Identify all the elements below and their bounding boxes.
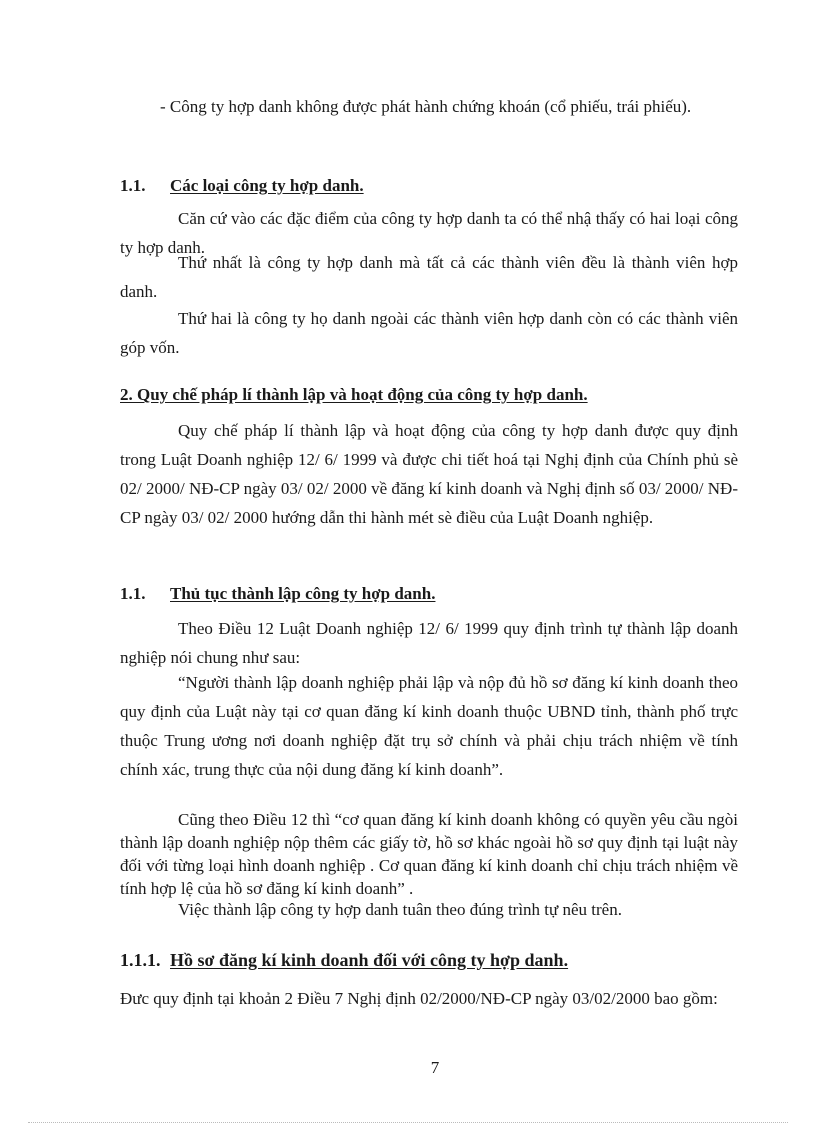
heading-number: 1.1. — [120, 176, 146, 195]
paragraph: Đưc quy định tại khoản 2 Điều 7 Nghị định 02/2000/NĐ-CP ngày 03/02/2000 bao gồm: — [120, 989, 718, 1008]
heading-title: 2. Quy chế pháp lí thành lập và hoạt động của công ty hợp danh. — [120, 385, 588, 404]
quote-paragraph: “Người thành lập doanh nghiệp phải lập và nộp đủ hồ sơ đăng kí kinh doanh theo quy định của Luật này tại cơ quan đăng kí kinh doanh thuộc UBND tỉnh, thành phố trực thuộc Trung ương nơi doanh nghiệp đặt trụ sở chính và phải chịu trách nhiệm về tính chính xác, trung thực của nội dung đăng kí kinh doanh”. — [120, 673, 738, 779]
paragraph: Thứ hai là công ty họ danh ngoài các thành viên hợp danh còn có các thành viên góp vốn. — [120, 309, 738, 357]
paragraph: Cũng theo Điều 12 thì “cơ quan đăng kí kinh doanh không có quyền yêu cầu ngòi thành lập doanh nghiệp nộp thêm các giấy tờ, hồ sơ khác ngoài hồ sơ quy định tại luật này đối với từng loại hình doanh nghiệp . Cơ quan đăng kí kinh doanh chỉ chịu trách nhiệm về tính hợp lệ của hồ sơ đăng kí kinh doanh” . — [120, 810, 738, 898]
heading-title: Các loại công ty hợp danh. — [170, 176, 364, 195]
page-number: 7 — [430, 1058, 440, 1077]
heading-quy-che — [120, 385, 588, 405]
heading-title: Hồ sơ đăng kí kinh doanh đối với công ty hợp danh. — [170, 950, 569, 970]
heading-title: Thủ tục thành lập công ty hợp danh. — [170, 584, 436, 603]
paragraph: Căn cứ vào các đặc điểm của công ty hợp danh ta có thể nhậ thấy có hai loại công ty hợp danh. — [120, 209, 738, 257]
heading-number: 1.1. — [120, 584, 146, 603]
paragraph: Thứ nhất là công ty hợp danh mà tất cả các thành viên đều là thành viên hợp danh. — [120, 253, 738, 301]
heading-ho-so — [120, 950, 568, 971]
paragraph: Theo Điều 12 Luật Doanh nghiệp 12/ 6/ 1999 quy định trình tự thành lập doanh nghiệp nói chung như sau: — [120, 619, 738, 667]
heading-number: 1.1.1. — [120, 950, 161, 970]
paragraph: Quy chế pháp lí thành lập và hoạt động của công ty hợp danh được quy định trong Luật Doanh nghiệp 12/ 6/ 1999 và được chi tiết hoá tại Nghị định của Chính phủ sè 02/ 2000/ NĐ-CP ngày 03/ 02/ 2000 về đăng kí kinh doanh và Nghị định số 03/ 2000/ NĐ-CP ngày 03/ 02/ 2000 hướng dẫn thi hành mét sè điều của Luật Doanh nghiệp. — [120, 421, 738, 527]
heading-cac-loai — [120, 176, 364, 196]
paragraph: Việc thành lập công ty hợp danh tuân theo đúng trình tự nêu trên. — [178, 900, 622, 919]
intro-bullet: - Công ty hợp danh không được phát hành chứng khoán (cổ phiếu, trái phiếu). — [160, 97, 692, 116]
heading-thu-tuc — [120, 584, 435, 604]
